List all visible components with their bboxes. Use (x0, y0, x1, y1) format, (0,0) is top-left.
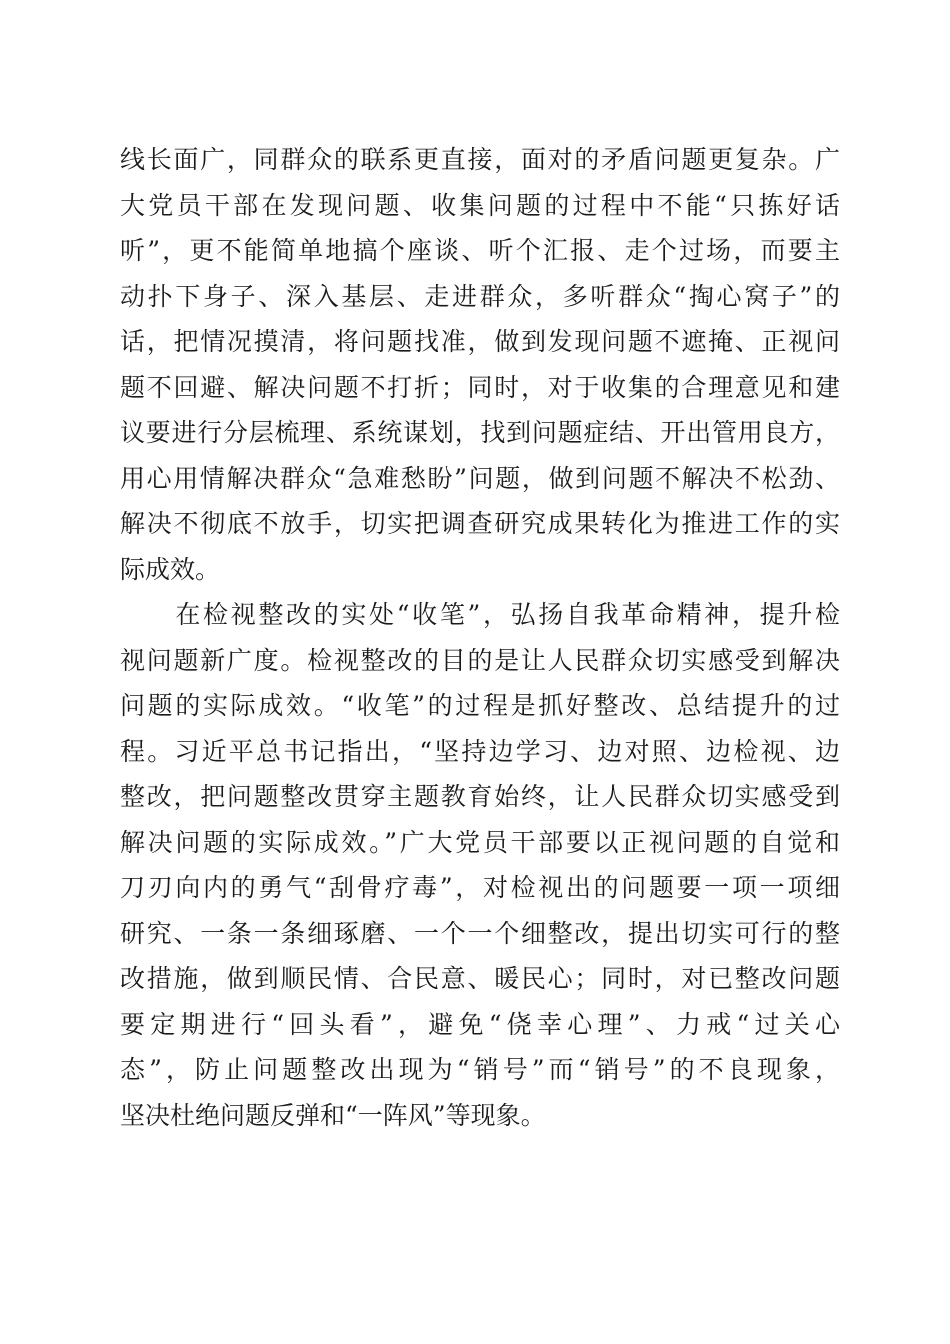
paragraph-2 (120, 592, 840, 1138)
paragraph-line: 问题的实际成效。“收笔”的过程是抓好整改、总结提升的过 (120, 691, 840, 720)
paragraph-line: 程。习近平总书记指出，“坚持边学习、边对照、边检视、边 (120, 736, 840, 766)
paragraph-line: 坚决杜绝问题反弹和“一阵风”等现象。 (120, 1100, 546, 1130)
paragraph-line: 大党员干部在发现问题、收集问题的过程中不能“只拣好话 (120, 190, 840, 220)
paragraph-line: 线长面广，同群众的联系更直接，面对的矛盾问题更复杂。广 (120, 145, 840, 174)
paragraph-line: 际成效。 (120, 554, 221, 584)
paragraph-line: 视问题新广度。检视整改的目的是让人民群众切实感受到解决 (120, 645, 840, 675)
paragraph-line: 研究、一条一条细琢磨、一个一个细整改，提出切实可行的整 (120, 918, 840, 948)
document-body (120, 137, 840, 1138)
paragraph-line: 解决不彻底不放手，切实把调查研究成果转化为推进工作的实 (120, 509, 840, 538)
paragraph-line: 改措施，做到顺民情、合民意、暖民心；同时，对已整改问题 (120, 964, 840, 993)
paragraph-1 (120, 137, 840, 592)
paragraph-line: 要定期进行“回头看”，避免“侥幸心理”、力戒“过关心 (120, 1009, 840, 1039)
paragraph-line: 态”，防止问题整改出现为“销号”而“销号”的不良现象， (120, 1055, 840, 1084)
paragraph-line: 听”，更不能简单地搞个座谈、听个汇报、走个过场，而要主 (120, 236, 840, 265)
paragraph-line: 用心用情解决群众“急难愁盼”问题，做到问题不解决不松劲、 (120, 463, 840, 493)
paragraph-line: 整改，把问题整改贯穿主题教育始终，让人民群众切实感受到 (120, 782, 840, 811)
paragraph-line: 议要进行分层梳理、系统谋划，找到问题症结、开出管用良方， (120, 418, 840, 447)
paragraph-line: 刀刃向内的勇气“刮骨疗毒”，对检视出的问题要一项一项细 (120, 873, 840, 902)
paragraph-line: 在检视整改的实处“收笔”，弘扬自我革命精神，提升检 (120, 600, 840, 629)
paragraph-line: 解决问题的实际成效。”广大党员干部要以正视问题的自觉和 (120, 827, 840, 857)
paragraph-line: 题不回避、解决问题不打折；同时，对于收集的合理意见和建 (120, 372, 840, 402)
paragraph-line: 话，把情况摸清，将问题找准，做到发现问题不遮掩、正视问 (120, 327, 840, 356)
paragraph-line: 动扑下身子、深入基层、走进群众，多听群众“掏心窝子”的 (120, 281, 840, 311)
